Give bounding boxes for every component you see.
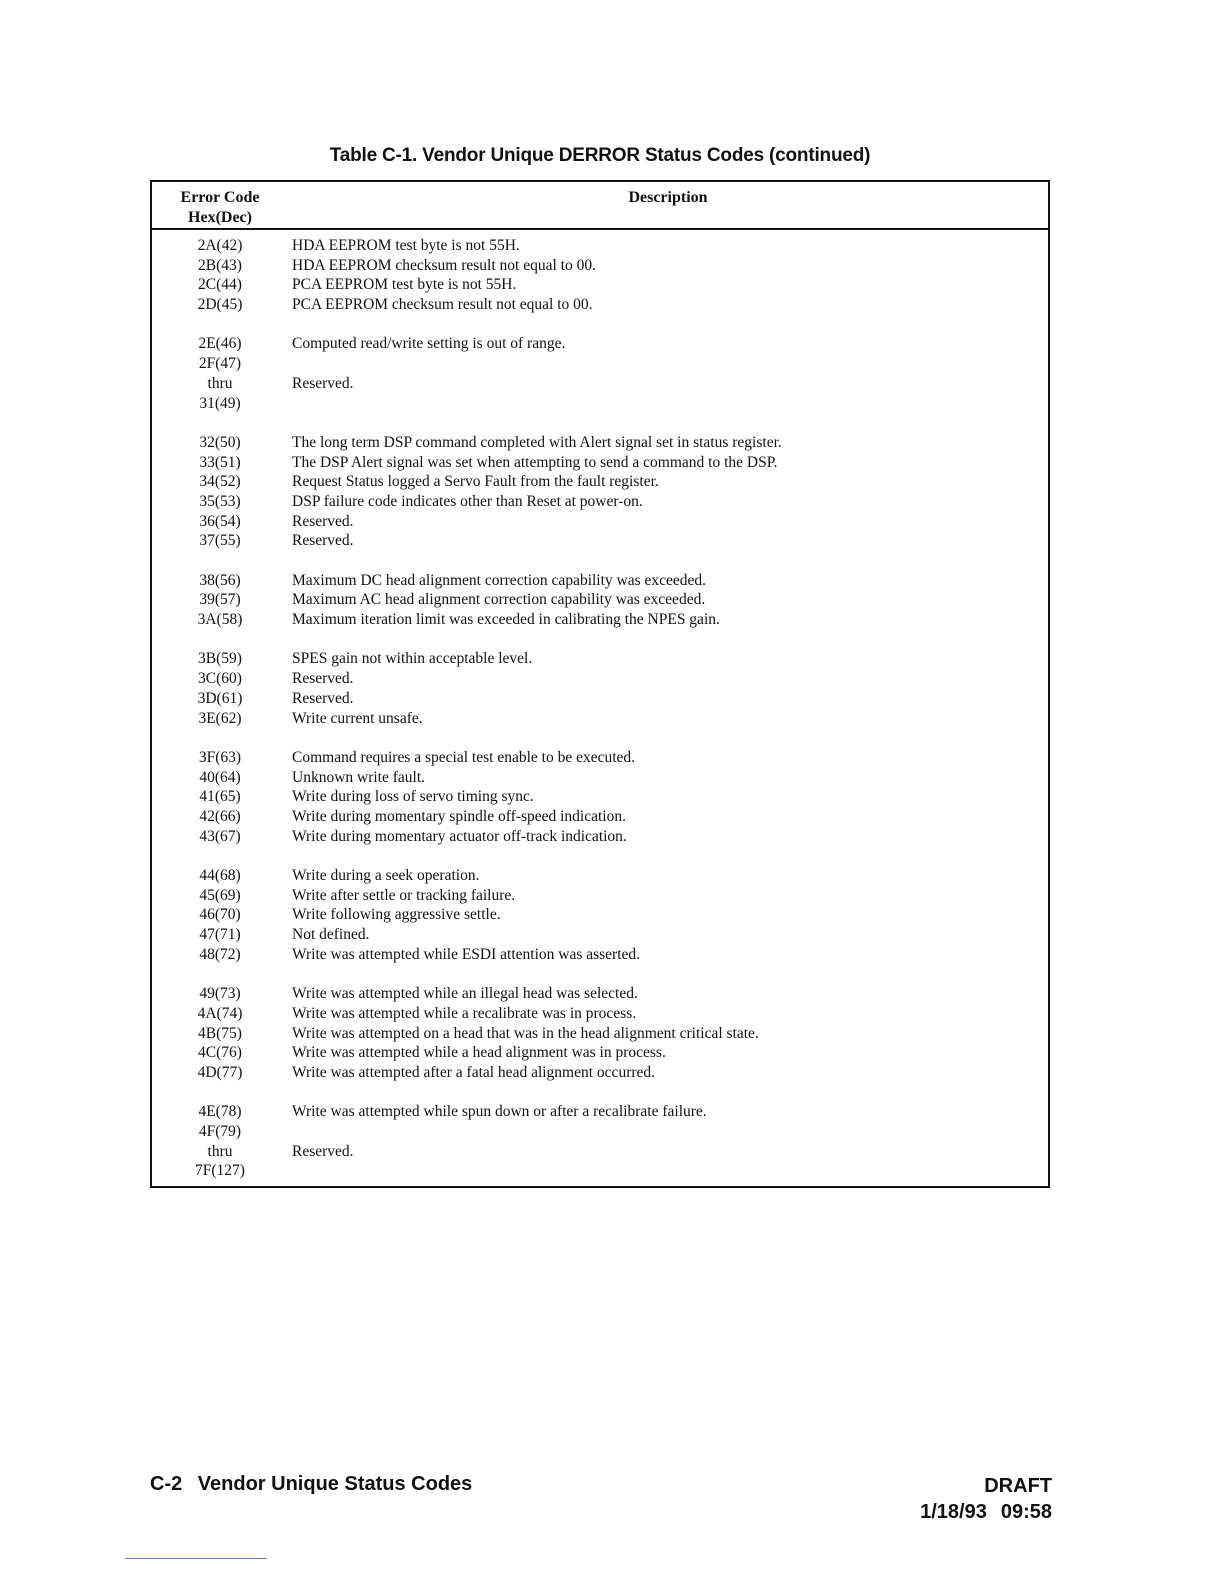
description-cell: Request Status logged a Servo Fault from the fault register. xyxy=(292,473,659,491)
error-code-cell: 4C(76) xyxy=(198,1044,242,1062)
description-cell: Write was attempted while spun down or after a recalibrate failure. xyxy=(292,1103,707,1121)
table-row xyxy=(152,669,1048,689)
divider xyxy=(125,1558,267,1559)
table-row xyxy=(152,1142,1048,1162)
description-cell xyxy=(288,394,1048,414)
error-code-cell: 2B(43) xyxy=(198,256,242,274)
table-row xyxy=(152,354,1048,374)
table-row xyxy=(152,571,1048,591)
description-cell: Reserved. xyxy=(292,512,354,530)
error-code-cell: 4F(79) xyxy=(198,1122,242,1140)
error-code-cell: 4D(77) xyxy=(197,1063,243,1081)
description-cell: Not defined. xyxy=(292,926,370,944)
group-spacer xyxy=(152,413,1048,433)
table-row xyxy=(152,768,1048,788)
description-cell: Write was attempted after a fatal head alignment occurred. xyxy=(292,1063,656,1081)
error-code-cell: 2A(42) xyxy=(197,237,243,254)
table-row xyxy=(152,590,1048,610)
error-code-cell: 2F(47) xyxy=(198,355,242,373)
description-cell: HDA EEPROM test byte is not 55H. xyxy=(292,237,520,254)
error-code-cell: 46(70) xyxy=(199,906,241,924)
table-row xyxy=(152,1063,1048,1083)
error-code-cell: 44(68) xyxy=(199,867,241,884)
table-row xyxy=(152,945,1048,965)
error-code-cell: 4A(74) xyxy=(197,1004,243,1022)
footer-time: 09:58 xyxy=(1000,1501,1052,1523)
table-row xyxy=(152,275,1048,295)
table-row xyxy=(152,492,1048,512)
table-row xyxy=(152,236,1048,256)
description-cell: Reserved. xyxy=(292,532,354,550)
footer-chapter: C-2 xyxy=(150,1473,183,1495)
footer-status: DRAFT xyxy=(984,1475,1052,1497)
table-row xyxy=(152,1102,1048,1122)
table-row xyxy=(152,866,1048,886)
description-cell: Maximum iteration limit was exceeded in calibrating the NPES gain. xyxy=(292,611,720,629)
table-row xyxy=(152,925,1048,945)
table-row xyxy=(152,787,1048,807)
error-code-cell: 3E(62) xyxy=(198,709,242,727)
table-row xyxy=(152,1024,1048,1044)
table-row xyxy=(152,709,1048,729)
table-row xyxy=(152,472,1048,492)
table-row xyxy=(152,295,1048,315)
description-cell: Reserved. xyxy=(292,1142,354,1160)
description-cell: Write during a seek operation. xyxy=(292,867,480,884)
description-cell: DSP failure code indicates other than Reset at power-on. xyxy=(292,492,643,510)
table-row xyxy=(152,905,1048,925)
description-cell: Maximum DC head alignment correction capability was exceeded. xyxy=(292,571,707,589)
table-row xyxy=(152,374,1048,394)
group-spacer xyxy=(152,964,1048,984)
error-code-cell: 38(56) xyxy=(199,571,241,589)
description-cell: Maximum AC head alignment correction capability was exceeded. xyxy=(292,591,706,609)
error-code-cell: 3A(58) xyxy=(197,611,243,629)
description-cell: Write was attempted while a recalibrate was in process. xyxy=(292,1004,637,1022)
description-header: Description xyxy=(628,189,708,206)
footer-date: 1/18/93 xyxy=(920,1501,987,1523)
error-code-cell: 4E(78) xyxy=(198,1103,242,1121)
description-cell: Write was attempted while an illegal head was selected. xyxy=(292,985,638,1003)
description-cell: Unknown write fault. xyxy=(292,768,426,786)
table-row xyxy=(152,689,1048,709)
error-code-cell: 36(54) xyxy=(199,512,241,530)
description-cell: Command requires a special test enable to be executed. xyxy=(292,748,636,766)
description-cell: Write current unsafe. xyxy=(292,709,423,727)
error-code-cell: 7F(127) xyxy=(195,1162,245,1180)
table-row xyxy=(152,610,1048,630)
table-row xyxy=(152,984,1048,1004)
description-cell: Write was attempted while a head alignment was in process. xyxy=(292,1044,666,1062)
error-code-cell: 34(52) xyxy=(199,473,241,491)
group-spacer xyxy=(152,846,1048,866)
error-code-cell: 31(49) xyxy=(199,394,241,412)
description-cell: Reserved. xyxy=(292,374,354,392)
table-row xyxy=(152,256,1048,276)
error-code-cell: 45(69) xyxy=(199,886,241,904)
error-code-cell: 2E(46) xyxy=(198,335,242,353)
error-code-cell: 49(73) xyxy=(199,985,241,1003)
error-code-cell: 3D(61) xyxy=(197,689,243,707)
error-code-cell: 39(57) xyxy=(199,591,241,609)
error-code-cell: 41(65) xyxy=(199,788,241,806)
description-cell: SPES gain not within acceptable level. xyxy=(292,650,533,668)
table-title: Table C-1. Vendor Unique DERROR Status Codes (continued) xyxy=(329,145,871,166)
table-row xyxy=(152,748,1048,768)
table-row xyxy=(152,1004,1048,1024)
error-code-cell: 33(51) xyxy=(199,453,241,471)
error-code-cell: 32(50) xyxy=(199,433,241,451)
error-code-header-line1: Error Code xyxy=(180,189,260,206)
error-code-cell: 48(72) xyxy=(199,945,241,963)
description-cell: Reserved. xyxy=(292,689,354,707)
group-spacer xyxy=(152,1083,1048,1103)
footer-section-title: Vendor Unique Status Codes xyxy=(197,1473,473,1495)
table-row xyxy=(152,531,1048,551)
group-spacer xyxy=(152,630,1048,650)
error-code-cell: 4B(75) xyxy=(198,1024,242,1042)
error-code-cell: 42(66) xyxy=(199,807,241,825)
error-code-cell: 3C(60) xyxy=(198,670,242,688)
description-cell xyxy=(288,1161,1048,1181)
error-code-cell: 2C(44) xyxy=(198,276,242,294)
description-cell xyxy=(288,1122,1048,1142)
table-body xyxy=(152,230,1048,1181)
error-code-cell: 37(55) xyxy=(199,532,241,550)
table-row xyxy=(152,334,1048,354)
group-spacer xyxy=(152,551,1048,571)
table-row xyxy=(152,807,1048,827)
description-cell: Write during momentary spindle off-speed indication. xyxy=(292,807,626,825)
table-row xyxy=(152,886,1048,906)
description-cell: Write was attempted on a head that was in the head alignment critical state. xyxy=(292,1024,759,1042)
table-row xyxy=(152,394,1048,414)
description-cell: Write during loss of servo timing sync. xyxy=(292,788,534,806)
description-cell: Write following aggressive settle. xyxy=(292,906,501,924)
error-code-cell: 47(71) xyxy=(199,926,241,944)
error-code-cell: 40(64) xyxy=(199,768,241,786)
group-spacer xyxy=(152,728,1048,748)
table-row xyxy=(152,453,1048,473)
error-code-cell: 43(67) xyxy=(199,827,241,845)
description-cell: Write during momentary actuator off-track indication. xyxy=(292,827,627,845)
table-row xyxy=(152,1122,1048,1142)
footer-datetime xyxy=(920,1499,1052,1525)
error-code-cell: 3B(59) xyxy=(198,650,242,668)
table-row xyxy=(152,512,1048,532)
description-cell: The long term DSP command completed with Alert signal set in status register. xyxy=(292,433,782,451)
description-cell: Write after settle or tracking failure. xyxy=(292,886,516,904)
status-codes-table xyxy=(150,180,1050,1188)
description-cell: PCA EEPROM checksum result not equal to 00. xyxy=(292,296,593,314)
footer-draft-stamp xyxy=(920,1473,1052,1525)
error-code-cell: 35(53) xyxy=(199,492,241,510)
error-code-cell: thru xyxy=(207,374,233,392)
table-row xyxy=(152,1043,1048,1063)
description-cell: Reserved. xyxy=(292,670,354,688)
table-row xyxy=(152,1161,1048,1181)
description-cell: HDA EEPROM checksum result not equal to 00. xyxy=(292,256,596,274)
footer-section xyxy=(150,1473,472,1496)
description-cell: PCA EEPROM test byte is not 55H. xyxy=(292,276,517,294)
error-code-cell: thru xyxy=(207,1142,233,1160)
description-cell: The DSP Alert signal was set when attempting to send a command to the DSP. xyxy=(292,453,778,471)
table-row xyxy=(152,433,1048,453)
description-cell: Computed read/write setting is out of range. xyxy=(292,335,566,353)
error-code-cell: 3F(63) xyxy=(198,748,242,766)
group-spacer xyxy=(152,315,1048,335)
error-code-header-line2: Hex(Dec) xyxy=(188,209,252,226)
description-cell: Write was attempted while ESDI attention was asserted. xyxy=(292,945,641,963)
description-cell xyxy=(288,354,1048,374)
table-row xyxy=(152,827,1048,847)
error-code-header xyxy=(152,188,288,228)
error-code-cell: 2D(45) xyxy=(197,296,243,314)
table-header xyxy=(152,182,1048,230)
table-row xyxy=(152,649,1048,669)
